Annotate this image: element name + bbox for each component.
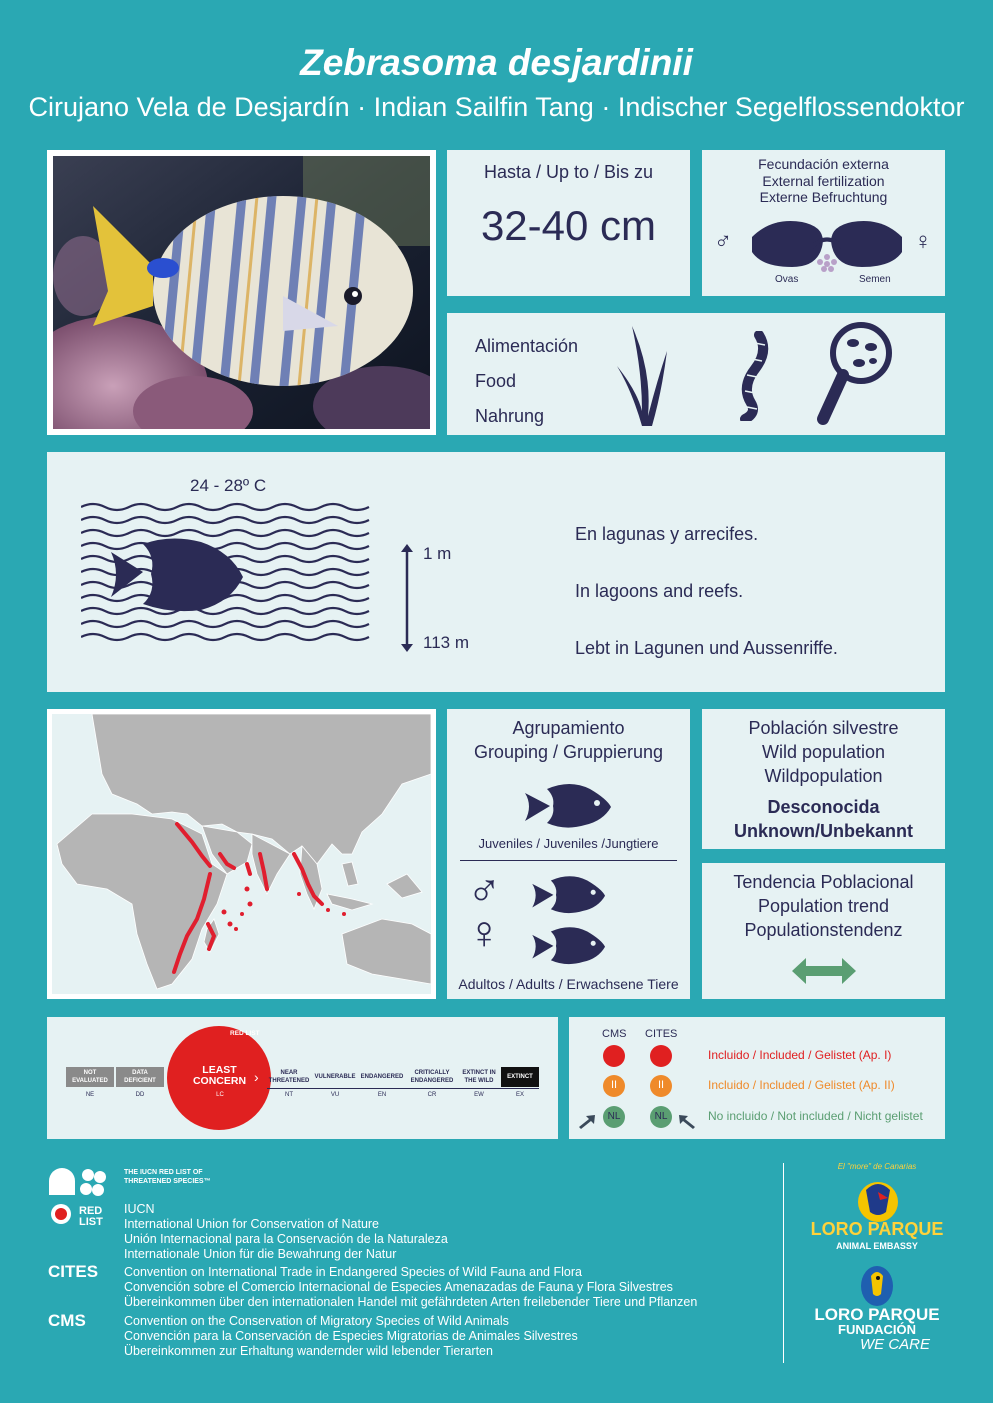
cites-column-label: CITES	[645, 1028, 678, 1040]
depth-max: 113 m	[423, 633, 469, 652]
wild-population-line-de: Wildpopulation	[764, 766, 883, 786]
loro-parque-parrot-icon	[838, 1168, 916, 1222]
species-common-names: Cirujano Vela de Desjardín · Indian Sailfin Tang · Indischer Segelflossendoktor	[28, 92, 965, 122]
category-lc-code: LC	[216, 1092, 224, 1098]
adult-male-fish-icon	[532, 872, 607, 916]
male-symbol: ♂	[714, 228, 732, 255]
reproduction-text	[702, 156, 945, 206]
grouping-line-en-de: Grouping / Gruppierung	[473, 742, 664, 762]
grouping-title	[447, 716, 690, 764]
reproduction-panel	[702, 150, 945, 296]
species-photo	[47, 150, 436, 435]
red-list-panel	[47, 1017, 558, 1139]
cms-block	[124, 1314, 578, 1359]
cites-not-listed-symbol: NL	[654, 1111, 668, 1122]
world-map	[52, 714, 431, 994]
sex-symbols	[467, 864, 502, 958]
iucn-line-en: International Union for Conservation of Nature	[124, 1217, 380, 1231]
habitat-line-es: En lagunas y arrecifes.	[575, 524, 759, 544]
footer-divider	[783, 1163, 784, 1363]
food-line-en: Food	[475, 371, 517, 391]
category-cr-label: CRITICALLY ENDANGERED	[410, 1070, 454, 1084]
depth-min: 1 m	[423, 544, 452, 563]
wild-population-status-es: Desconocida	[767, 797, 880, 817]
category-ex-label: EXTINCT	[507, 1074, 533, 1080]
cites-heading: CITES	[48, 1262, 99, 1281]
cms-appendix-i-symbol: I	[612, 1049, 616, 1061]
loro-parque-fundacion-parrot-icon	[855, 1264, 899, 1308]
size-panel	[447, 150, 690, 296]
loro-parque-subtitle: ANIMAL EMBASSY	[836, 1241, 918, 1251]
loro-parque-tagline: El "more" de Canarias	[837, 1162, 917, 1171]
iucn-block	[124, 1202, 448, 1262]
food-panel	[447, 313, 945, 435]
distribution-map	[47, 709, 436, 999]
red-list-baseline	[267, 1088, 539, 1089]
waves-fish-icon	[81, 502, 381, 652]
habitat-text	[575, 506, 838, 677]
iucn-line-es: Unión Internacional para la Conservación de la Naturaleza	[124, 1232, 448, 1246]
food-line-de: Nahrung	[475, 406, 545, 426]
wild-population-title	[702, 716, 945, 788]
category-dd-label: DATA DEFICIENT	[124, 1070, 156, 1084]
cites-block	[124, 1265, 697, 1310]
cms-line-es: Convención para la Conservación de Especies Migratorias de Animales Silvestres	[124, 1329, 578, 1343]
not-listed-legend: No incluido / Not included / Nicht gelistet	[708, 1109, 923, 1123]
wild-population-line-es: Población silvestre	[748, 718, 899, 738]
female-symbol: ♀	[914, 228, 932, 255]
category-ew-label: EXTINCT IN THE WILD	[462, 1070, 496, 1084]
tang-fish-photo	[53, 156, 430, 429]
iucn-line-de: Internationale Union für die Bewahrung der Natur	[124, 1247, 397, 1261]
male-symbol-large: ♂	[467, 864, 502, 916]
reproduction-line-de: Externe Befruchtung	[759, 189, 888, 205]
loro-parque-name: LORO PARQUE	[810, 1219, 944, 1239]
adults-label: Adultos / Adults / Erwachsene Tiere	[458, 976, 679, 992]
wild-population-status	[702, 795, 945, 843]
category-en-code: EN	[377, 1092, 387, 1098]
category-vu-code: VU	[330, 1092, 340, 1098]
habitat-line-de: Lebt in Lagunen und Aussenriffe.	[575, 638, 838, 658]
category-ew-code: EW	[474, 1092, 484, 1098]
cites-line-es: Convención sobre el Comercio Internacional de Especies Amenazadas de Fauna y Flora Silvestres	[124, 1280, 673, 1294]
cms-column-label: CMS	[602, 1028, 627, 1040]
cms-appendix-ii-symbol: II	[610, 1079, 618, 1091]
depth-arrow-icon	[401, 544, 413, 652]
wild-population-panel	[702, 709, 945, 849]
category-cr-code: CR	[427, 1092, 437, 1098]
grouping-panel	[447, 709, 690, 999]
category-lc-label: LEAST CONCERN	[192, 1064, 247, 1087]
seaweed-icon	[612, 321, 672, 429]
species-scientific-name: Zebrasoma desjardinii	[300, 42, 693, 83]
food-line-es: Alimentación	[475, 336, 579, 356]
red-list-logo-text: RED LIST	[79, 1205, 103, 1228]
category-dd-code: DD	[135, 1092, 145, 1098]
fundacion-name: LORO PARQUE	[814, 1305, 940, 1324]
cms-not-listed-symbol: NL	[607, 1111, 621, 1122]
population-trend-line-de: Populationstendenz	[744, 920, 903, 940]
appendix-ii-legend: Incluido / Included / Gelistet (Ap. II)	[708, 1078, 895, 1092]
habitat-panel	[47, 452, 945, 692]
wild-population-status-en-de: Unknown/Unbekannt	[734, 821, 913, 841]
fundacion-subtitle: FUNDACIÓN	[838, 1322, 916, 1337]
population-trend-line-es: Tendencia Poblacional	[733, 872, 914, 892]
plankton-magnifier-icon	[815, 319, 895, 429]
cites-appendix-ii-symbol: II	[657, 1079, 665, 1091]
category-vu-label: VULNERABLE	[314, 1074, 356, 1080]
cms-line-en: Convention on the Conservation of Migratory Species of Wild Animals	[124, 1314, 509, 1328]
stable-trend-arrow-icon	[792, 956, 856, 986]
population-trend-panel	[702, 863, 945, 999]
iucn-heading: IUCN	[124, 1202, 155, 1216]
red-list-mini-logo: RED LIST	[230, 1030, 260, 1037]
size-label: Hasta / Up to / Bis zu	[483, 162, 654, 182]
iucn-tagline: THE IUCN RED LIST OF THREATENED SPECIES™	[124, 1169, 211, 1185]
appendix-i-legend: Incluido / Included / Gelistet (Ap. I)	[708, 1048, 892, 1062]
category-en-label: ENDANGERED	[360, 1074, 404, 1080]
size-value: 32-40 cm	[480, 202, 657, 249]
cms-heading: CMS	[48, 1311, 86, 1330]
cites-line-en: Convention on International Trade in Endangered Species of Wild Fauna and Flora	[124, 1265, 582, 1279]
cites-line-de: Übereinkommen über den internationalen Handel mit gefährdeten Arten freilebender Tiere und Pflanzen	[124, 1295, 698, 1309]
chevron-right-icon: ›	[254, 1069, 259, 1085]
wild-population-line-en: Wild population	[761, 742, 886, 762]
semen-label: Semen	[859, 274, 891, 285]
temperature-range: 24 - 28º C	[190, 476, 267, 495]
population-trend-line-en: Population trend	[757, 896, 890, 916]
category-ex-code: EX	[515, 1092, 524, 1098]
cites-appendix-i-symbol: I	[659, 1049, 663, 1061]
spawning-fish-icon	[742, 212, 912, 282]
category-ne-code: NE	[85, 1092, 95, 1098]
grouping-line-es: Agrupamiento	[512, 718, 625, 738]
conventions-panel	[569, 1017, 945, 1139]
cms-pointer-arrow-icon	[577, 1113, 597, 1129]
cites-pointer-arrow-icon	[677, 1113, 697, 1129]
grouping-divider	[460, 860, 677, 861]
ovas-label: Ovas	[775, 274, 799, 285]
fundacion-slogan: WE CARE	[859, 1336, 930, 1353]
category-nt-label: NEAR THREATENED	[268, 1070, 310, 1084]
worm-icon	[727, 331, 772, 421]
category-nt-code: NT	[285, 1092, 293, 1098]
population-trend-title	[702, 870, 945, 942]
habitat-line-en: In lagoons and reefs.	[575, 581, 744, 601]
cms-line-de: Übereinkommen zur Erhaltung wandernder wild lebender Tierarten	[124, 1344, 493, 1358]
female-symbol-large: ♀	[467, 906, 502, 958]
reproduction-line-en: External fertilization	[762, 172, 885, 189]
juvenile-fish-icon	[525, 779, 613, 831]
juveniles-label: Juveniles / Juveniles /Jungtiere	[478, 836, 659, 851]
reproduction-line-es: Fecundación externa	[758, 156, 889, 172]
food-text	[475, 329, 578, 434]
category-ne-label: NOT EVALUATED	[72, 1070, 108, 1084]
adult-female-fish-icon	[532, 923, 607, 967]
